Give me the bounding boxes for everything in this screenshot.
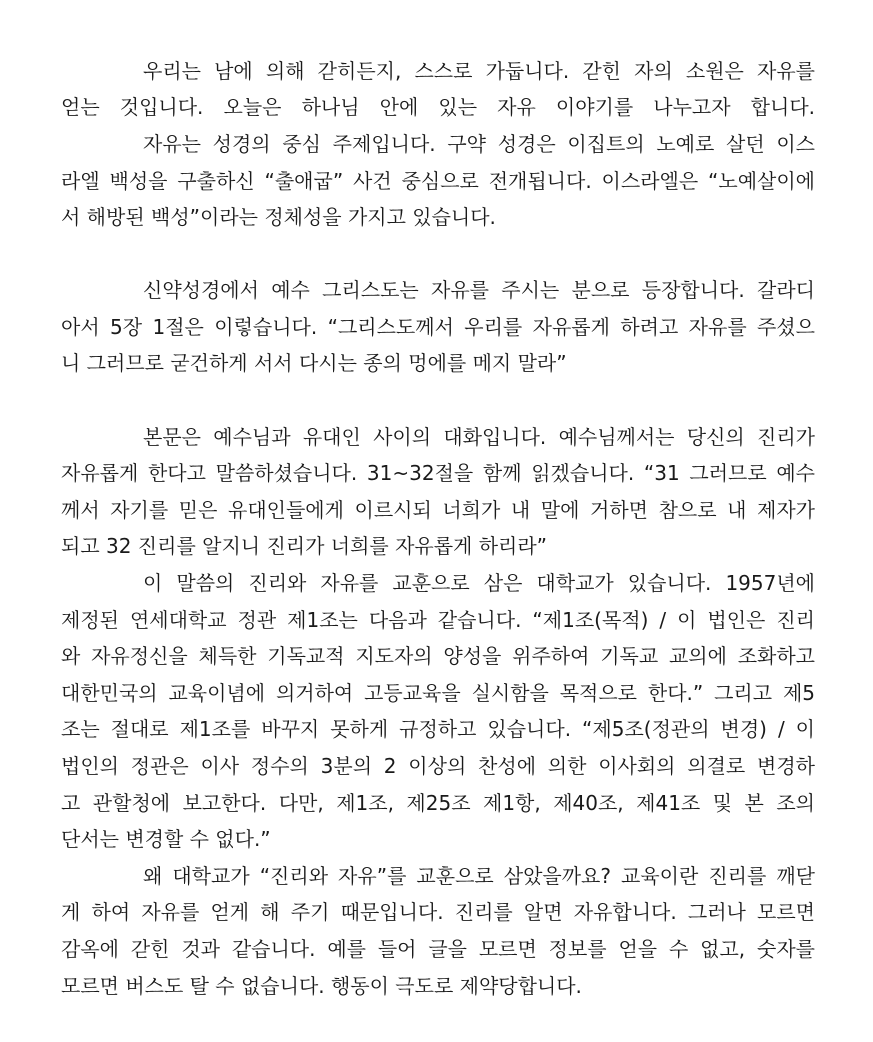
text-line: 대한민국의 교육이념에 의거하여 고등교육을 실시함을 목적으로 한다.” 그리고 제5: [61, 681, 815, 705]
text-line: 아서 5장 1절은 이렇습니다. “그리스도께서 우리를 자유롭게 하려고 자유를 주셨으: [61, 315, 815, 339]
text-line: 고 관할청에 보고한다. 다만, 제1조, 제25조 제1항, 제40조, 제41조 및 본 조의: [61, 791, 815, 815]
text-line: 단서는 변경할 수 없다.”: [61, 827, 271, 851]
text-line: 제정된 연세대학교 정관 제1조는 다음과 같습니다. “제1조(목적) / 이 법인은 진리: [61, 608, 815, 632]
text-line: 자유롭게 한다고 말씀하셨습니다. 31~32절을 함께 읽겠습니다. “31 그러므로 예수: [61, 461, 815, 485]
text-line: 우리는 남에 의해 갇히든지, 스스로 가둡니다. 갇힌 자의 소원은 자유를: [143, 59, 815, 83]
text-line: 얻는 것입니다. 오늘은 하나님 안에 있는 자유 이야기를 나누고자 합니다.: [61, 95, 815, 119]
text-line: 신약성경에서 예수 그리스도는 자유를 주시는 분으로 등장합니다. 갈라디: [143, 278, 815, 302]
text-line: 자유는 성경의 중심 주제입니다. 구약 성경은 이집트의 노예로 살던 이스: [143, 132, 815, 156]
text-line: 이 말씀의 진리와 자유를 교훈으로 삼은 대학교가 있습니다. 1957년에: [143, 571, 815, 595]
text-line: 조는 절대로 제1조를 바꾸지 못하게 규정하고 있습니다. “제5조(정관의 변경) / 이: [61, 717, 815, 741]
text-line: 께서 자기를 믿은 유대인들에게 이르시되 너희가 내 말에 거하면 참으로 내 제자가: [61, 498, 815, 522]
text-line: 게 하여 자유를 얻게 해 주기 때문입니다. 진리를 알면 자유합니다. 그러나 모르면: [61, 900, 815, 924]
text-line: 왜 대학교가 “진리와 자유”를 교훈으로 삼았을까요? 교육이란 진리를 깨닫: [143, 864, 815, 888]
text-line: 서 해방된 백성”이라는 정체성을 가지고 있습니다.: [61, 205, 496, 229]
text-line: 되고 32 진리를 알지니 진리가 너희를 자유롭게 하리라”: [61, 534, 548, 558]
text-line: 모르면 버스도 탈 수 없습니다. 행동이 극도로 제약당합니다.: [61, 974, 582, 998]
text-line: 니 그러므로 굳건하게 서서 다시는 종의 멍에를 메지 말라”: [61, 351, 567, 375]
text-line: 법인의 정관은 이사 정수의 3분의 2 이상의 찬성에 의한 이사회의 의결로 변경하: [61, 754, 815, 778]
text-line: 라엘 백성을 구출하신 “출애굽” 사건 중심으로 전개됩니다. 이스라엘은 “노예살이에: [61, 169, 815, 193]
text-line: 본문은 예수님과 유대인 사이의 대화입니다. 예수님께서는 당신의 진리가: [143, 425, 815, 449]
text-line: 와 자유정신을 체득한 기독교적 지도자의 양성을 위주하여 기독교 교의에 조화하고: [61, 644, 815, 668]
text-line: 감옥에 갇힌 것과 같습니다. 예를 들어 글을 모르면 정보를 얻을 수 없고, 숫자를: [61, 937, 815, 961]
